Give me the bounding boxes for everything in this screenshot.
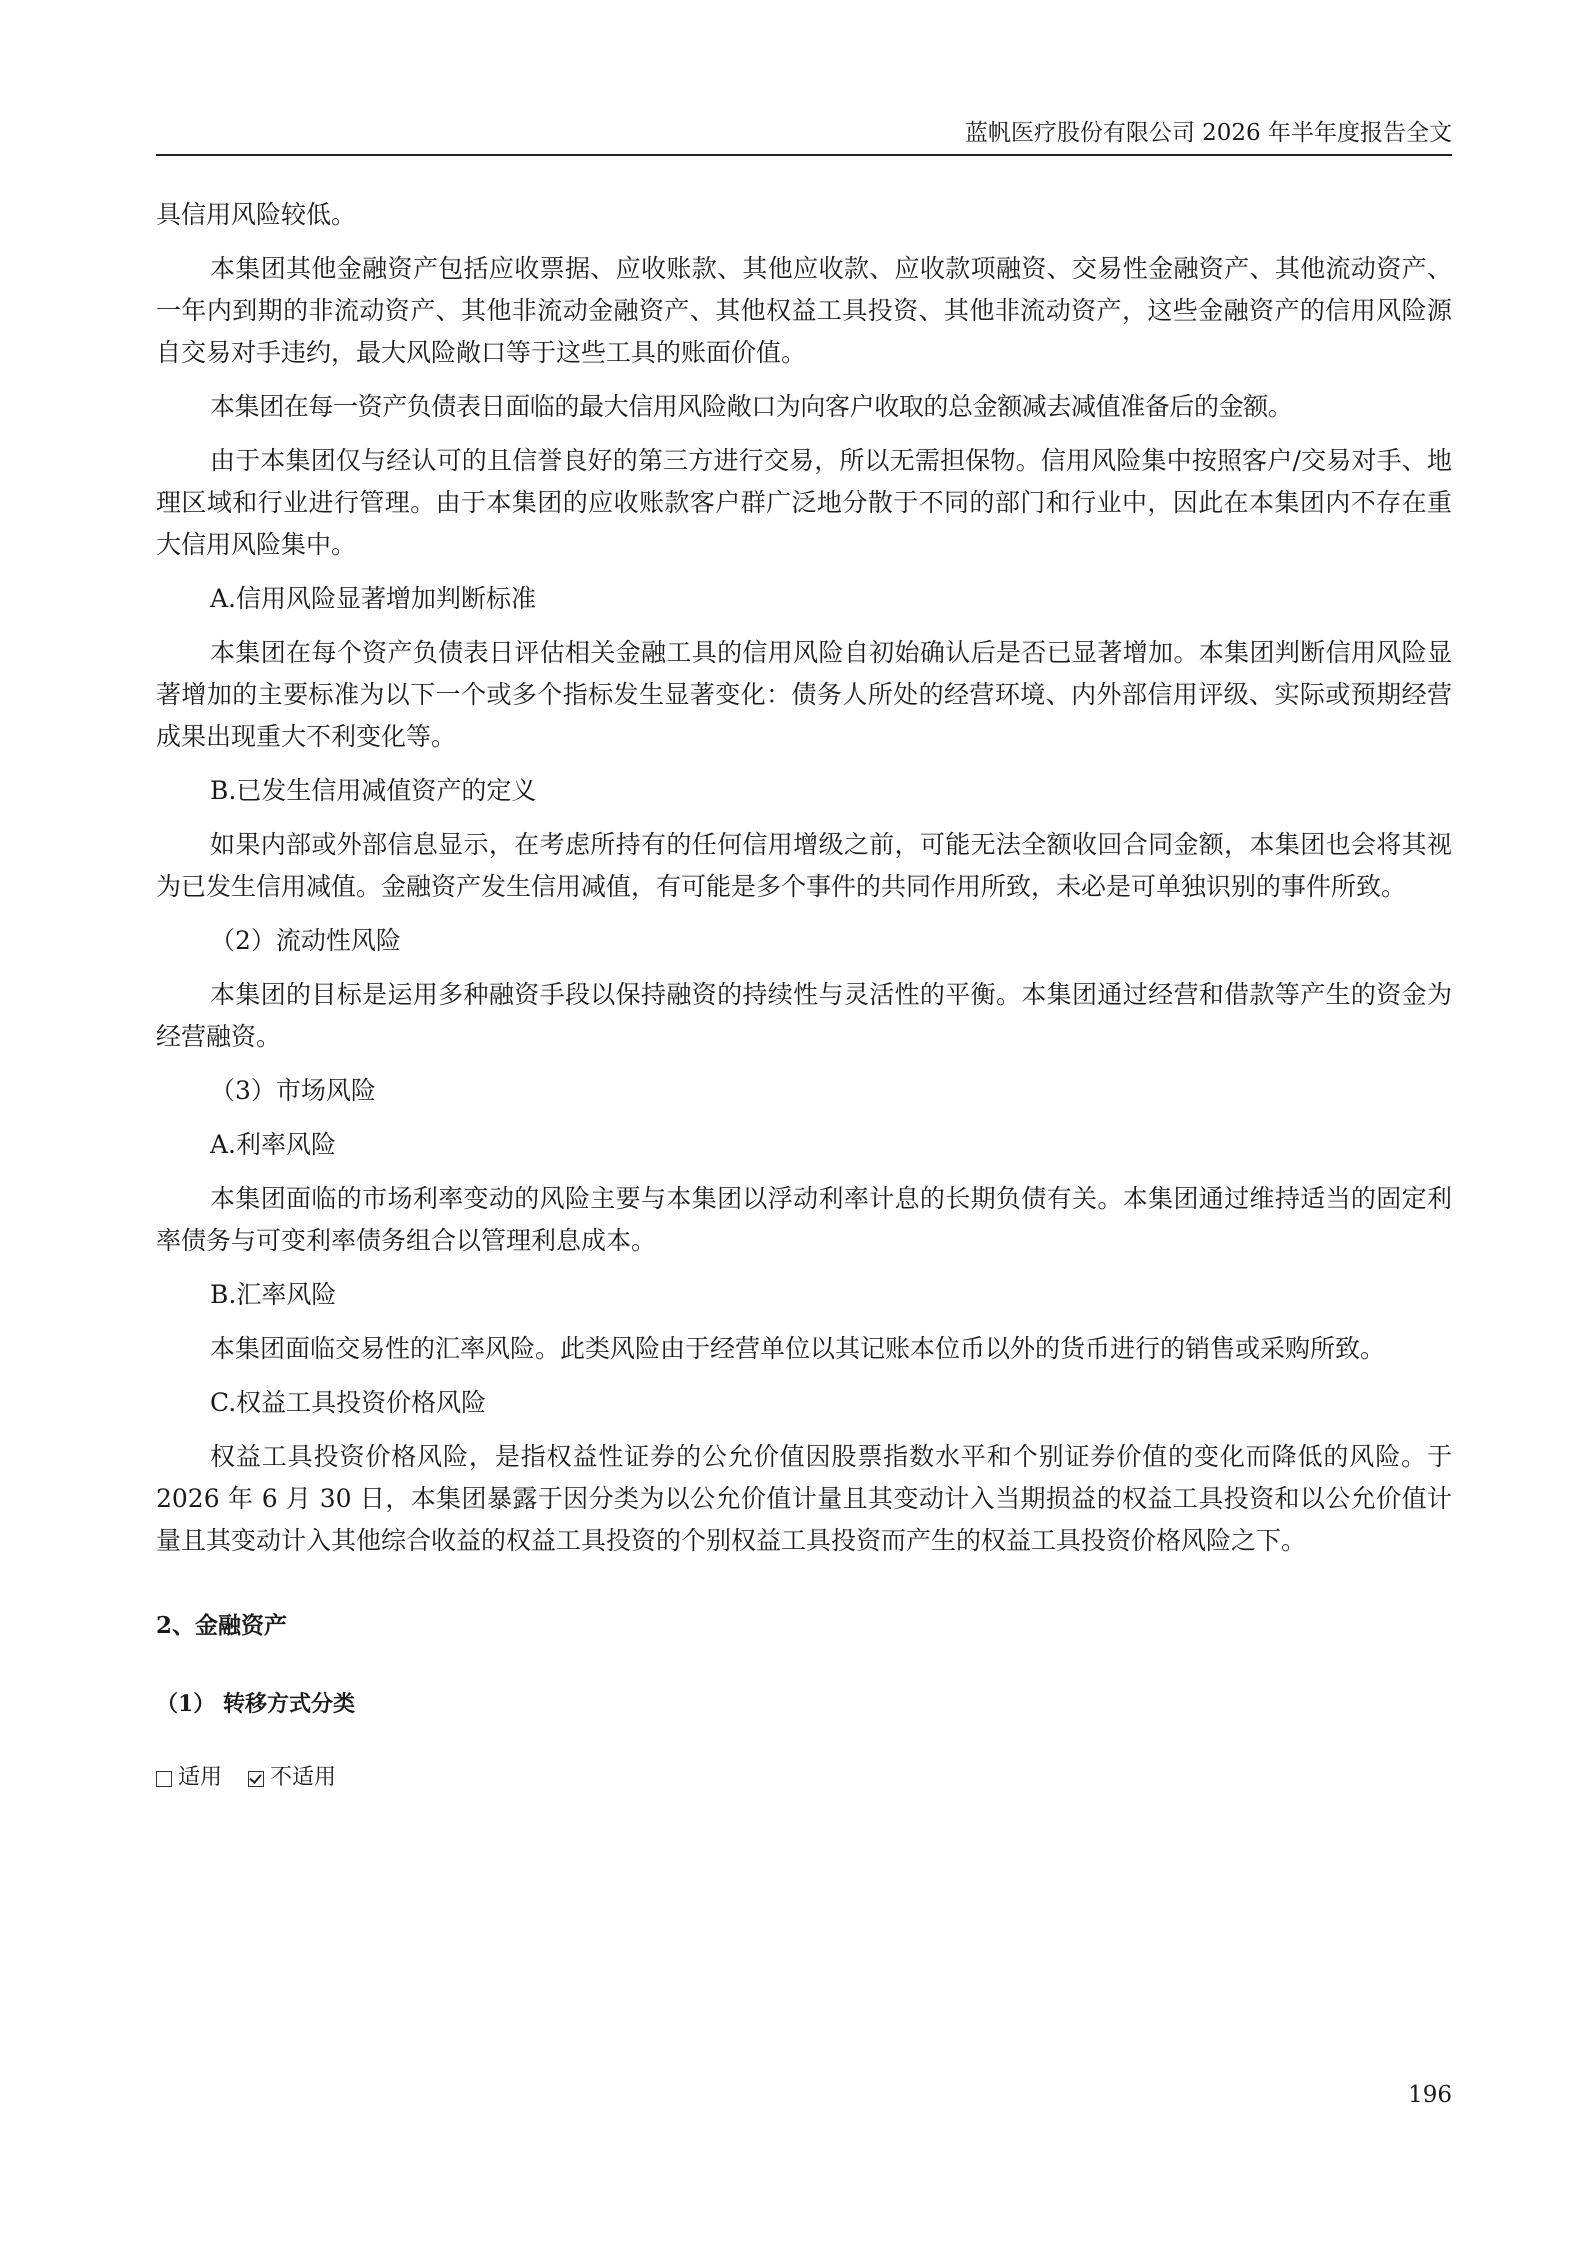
unchecked-box-icon[interactable] bbox=[156, 1771, 172, 1787]
subheading: A.信用风险显著增加判断标准 bbox=[210, 584, 537, 613]
subheading: A.利率风险 bbox=[210, 1130, 337, 1159]
applicable-label: 适用 bbox=[178, 1765, 223, 1790]
subheading: B.汇率风险 bbox=[210, 1280, 337, 1309]
page-header bbox=[156, 108, 1452, 156]
paragraph: 本集团面临的市场利率变动的风险主要与本集团以浮动利率计息的长期负债有关。本集团通过维持适当的固定利率债务与可变利率债务组合以管理利息成本。 bbox=[156, 1184, 1452, 1255]
paragraph: 本集团在每一资产负债表日面临的最大信用风险敞口为向客户收取的总金额减去减值准备后的金额。 bbox=[210, 392, 1293, 421]
checked-box-icon[interactable] bbox=[248, 1771, 264, 1787]
applicability-row bbox=[156, 1760, 1452, 1796]
paragraph: 具信用风险较低。 bbox=[156, 200, 357, 229]
not-applicable-label: 不适用 bbox=[270, 1765, 337, 1790]
subheading: （3）市场风险 bbox=[210, 1076, 376, 1105]
subheading: C.权益工具投资价格风险 bbox=[210, 1388, 487, 1417]
subsection-heading: （1） 转移方式分类 bbox=[156, 1691, 355, 1717]
paragraph: 本集团其他金融资产包括应收票据、应收账款、其他应收款、应收款项融资、交易性金融资产、其他流动资产、一年内到期的非流动资产、其他非流动金融资产、其他权益工具投资、其他非流动资产，这些金融资产的信用风险源自交易对手违约，最大风险敞口等于这些工具的账面价值。 bbox=[156, 254, 1452, 367]
paragraph: 权益工具投资价格风险，是指权益性证券的公允价值因股票指数水平和个别证券价值的变化而降低的风险。于 2026 年 6 月 30 日，本集团暴露于因分类为以公允价值计量且其变动计入当期损益的权益工具投资和以公允价值计量且其变动计入其他综合收益的权益工具投资的个别权益工具投资而产生的权益工具投资价格风险之下。 bbox=[156, 1442, 1460, 1555]
paragraph: 由于本集团仅与经认可的且信誉良好的第三方进行交易，所以无需担保物。信用风险集中按照客户/交易对手、地理区域和行业进行管理。由于本集团的应收账款客户群广泛地分散于不同的部门和行业中，因此在本集团内不存在重大信用风险集中。 bbox=[156, 446, 1452, 559]
subheading: （2）流动性风险 bbox=[210, 926, 401, 955]
subheading: B.已发生信用减值资产的定义 bbox=[210, 776, 537, 805]
page-number: 196 bbox=[1408, 2082, 1452, 2108]
report-title: 蓝帆医疗股份有限公司 2026 年半年度报告全文 bbox=[964, 120, 1452, 146]
report-body bbox=[156, 194, 1460, 1796]
section-heading: 2、金融资产 bbox=[156, 1612, 288, 1639]
paragraph: 本集团在每个资产负债表日评估相关金融工具的信用风险自初始确认后是否已显著增加。本集团判断信用风险显著增加的主要标准为以下一个或多个指标发生显著变化：债务人所处的经营环境、内外部信用评级、实际或预期经营成果出现重大不利变化等。 bbox=[156, 638, 1452, 751]
paragraph: 本集团的目标是运用多种融资手段以保持融资的持续性与灵活性的平衡。本集团通过经营和借款等产生的资金为经营融资。 bbox=[156, 980, 1452, 1051]
paragraph: 如果内部或外部信息显示，在考虑所持有的任何信用增级之前，可能无法全额收回合同金额，本集团也会将其视为已发生信用减值。金融资产发生信用减值，有可能是多个事件的共同作用所致，未必是可单独识别的事件所致。 bbox=[156, 830, 1452, 901]
paragraph: 本集团面临交易性的汇率风险。此类风险由于经营单位以其记账本位币以外的货币进行的销售或采购所致。 bbox=[210, 1334, 1386, 1363]
